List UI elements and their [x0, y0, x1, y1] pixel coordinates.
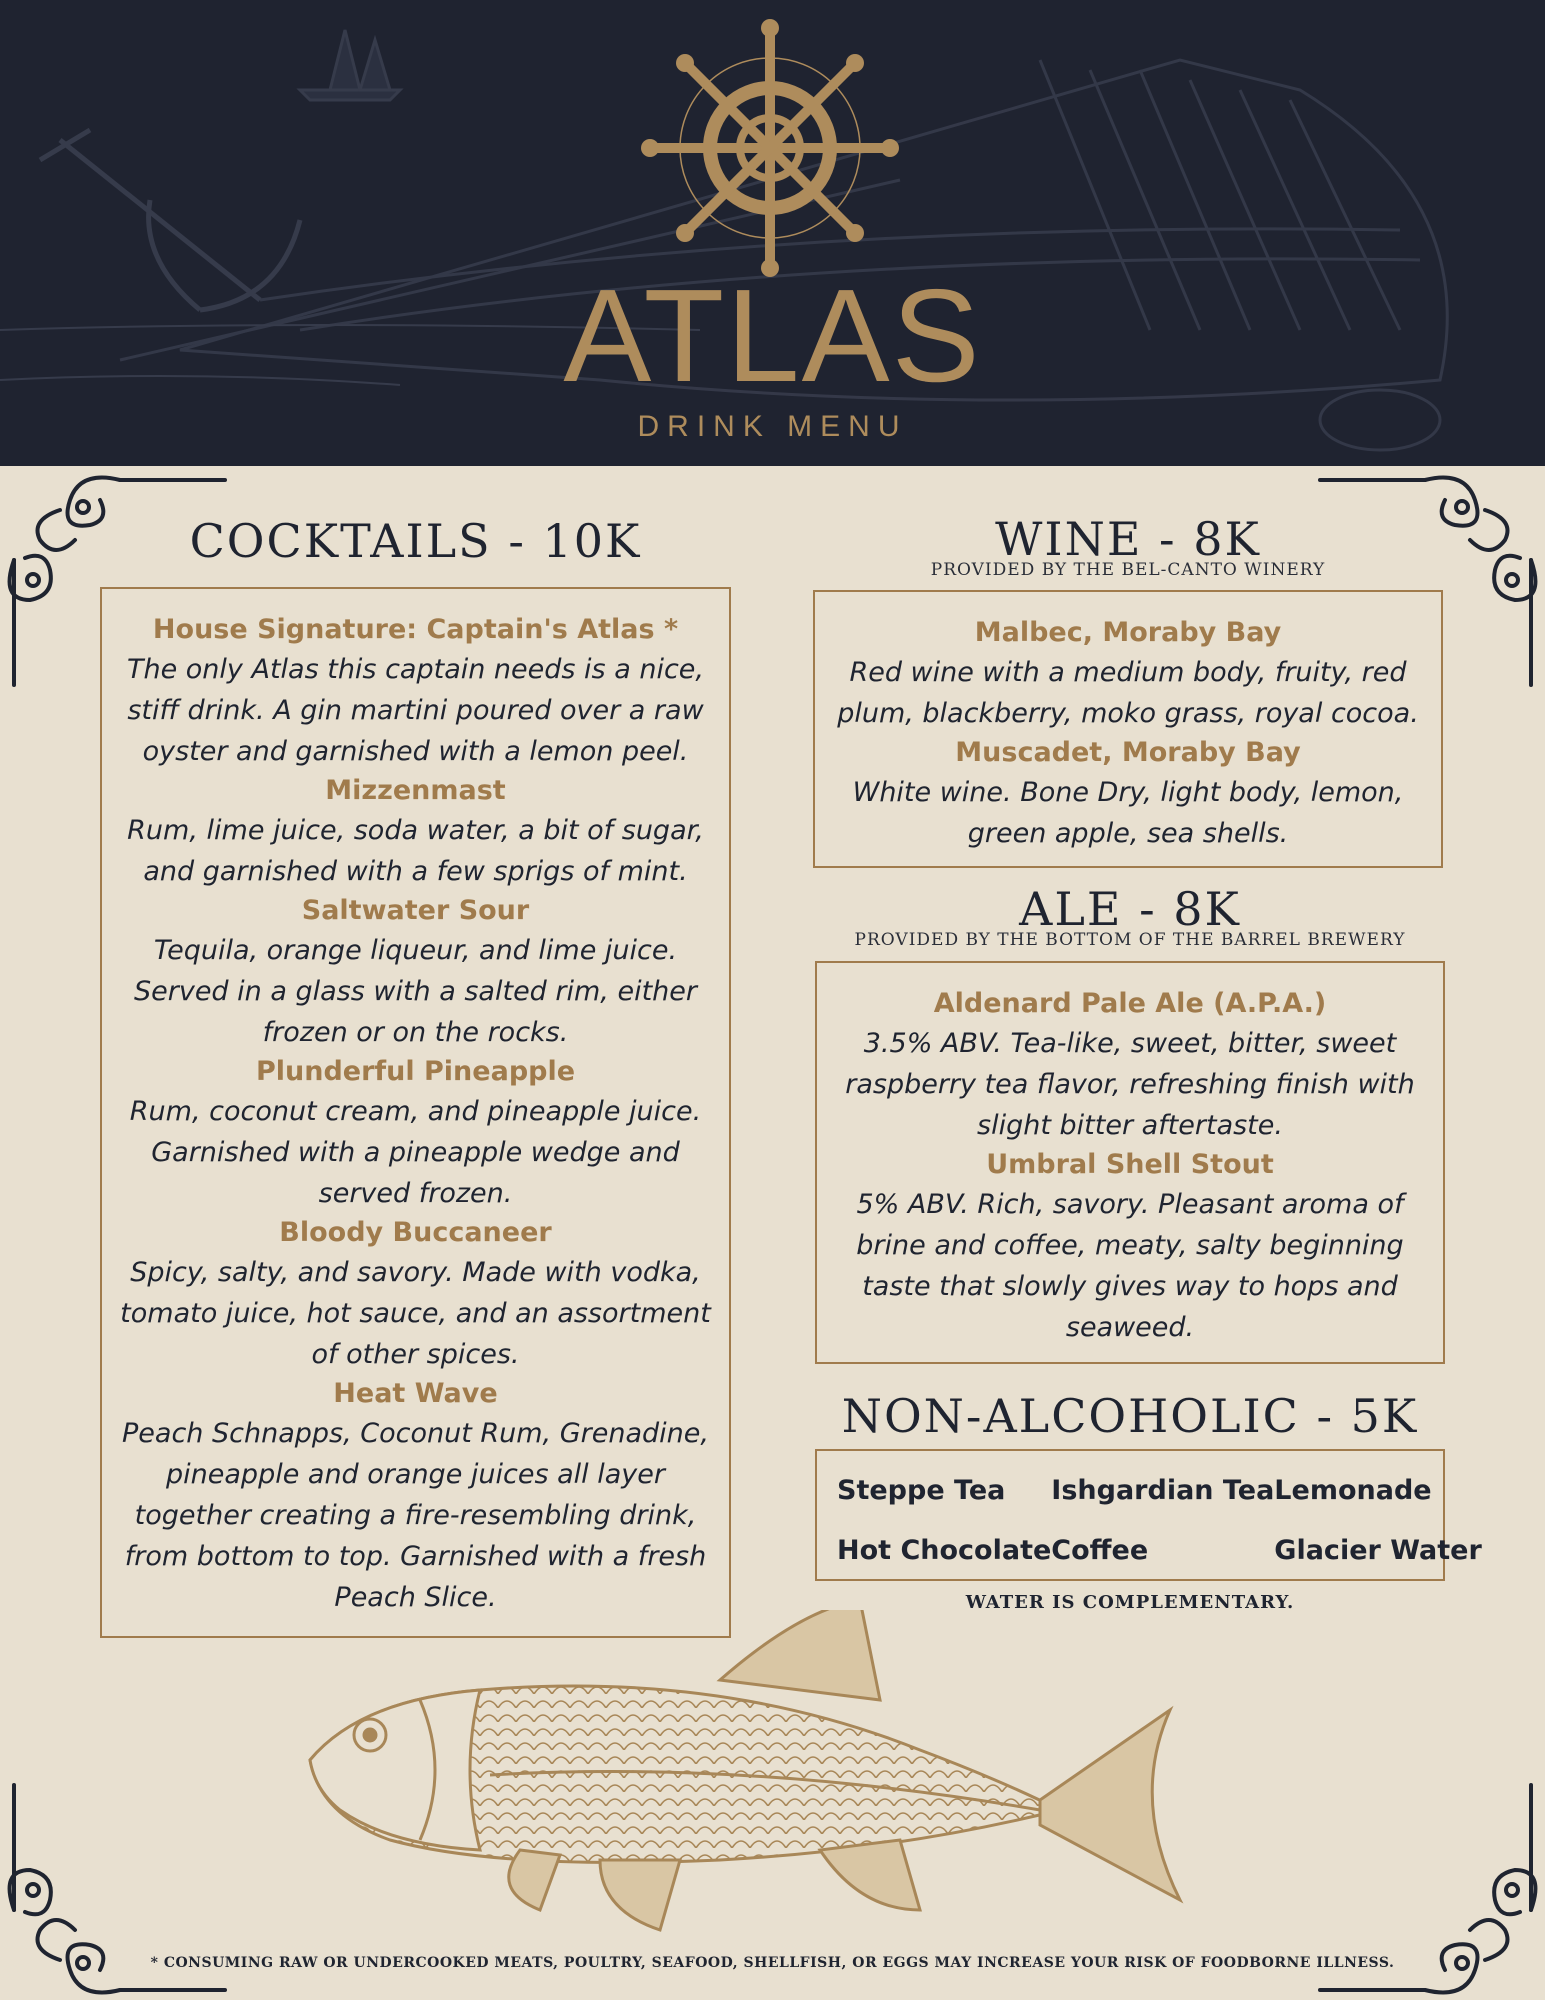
ale-box [815, 961, 1445, 1364]
menu-header [0, 0, 1545, 466]
cocktail-name: Plunderful Pineapple [255, 1056, 576, 1087]
non-alcoholic-item: Steppe Tea [837, 1475, 1006, 1506]
cocktail-description: Rum, lime juice, soda water, a bit of sugar, and garnished with a few sprigs of mint. [127, 815, 704, 887]
cocktail-item [118, 1375, 713, 1618]
water-note: WATER IS COMPLEMENTARY. [965, 1592, 1295, 1613]
cocktail-item [118, 1053, 713, 1214]
wine-description: White wine. Bone Dry, light body, lemon, green apple, sea shells. [852, 777, 1404, 849]
ale-provider: PROVIDED BY THE BOTTOM OF THE BARREL BREWERY [854, 930, 1406, 950]
wine-item [825, 734, 1431, 854]
ships-wheel-icon [640, 18, 900, 278]
cocktail-item [118, 1214, 713, 1375]
cocktail-name: House Signature: Captain's Atlas * [152, 614, 679, 645]
ale-name: Aldenard Pale Ale (A.P.A.) [933, 988, 1327, 1019]
non-alcoholic-item: Glacier Water [1274, 1535, 1482, 1566]
cocktail-description: Rum, coconut cream, and pineapple juice. Garnished with a pineapple wedge and served frozen. [129, 1096, 702, 1209]
non-alcoholic-item: Ishgardian Tea [1051, 1475, 1275, 1506]
cocktails-box [100, 587, 731, 1638]
cocktail-item [118, 772, 713, 892]
cocktail-item [118, 611, 713, 772]
cocktail-description: The only Atlas this captain needs is a nice, stiff drink. A gin martini poured over a raw oyster and garnished with a lemon peel. [126, 654, 704, 767]
non-alcoholic-item: Coffee [1051, 1535, 1149, 1566]
non-alcoholic-heading: NON-ALCOHOLIC - 5K [841, 1389, 1419, 1443]
wine-heading: WINE - 8K [995, 512, 1261, 566]
brand-title: ATLAS [563, 262, 982, 409]
cocktail-description: Peach Schnapps, Coconut Rum, Grenadine, pineapple and orange juices all layer together creating a fire-resembling drink, from bottom to top. Garnished with a fresh Peach Slice. [122, 1418, 709, 1613]
ale-description: 5% ABV. Rich, savory. Pleasant aroma of brine and coffee, meaty, salty beginning taste that slowly gives way to hops and seaweed. [856, 1189, 1404, 1343]
non-alcoholic-item: Hot Chocolate [837, 1535, 1052, 1566]
wine-name: Muscadet, Moraby Bay [955, 737, 1301, 768]
cocktail-name: Mizzenmast [325, 775, 506, 806]
foodborne-illness-disclaimer: * CONSUMING RAW OR UNDERCOOKED MEATS, POULTRY, SEAFOOD, SHELLFISH, OR EGGS MAY INCREASE YOUR RISK OF FOODBORNE ILLNESS. [150, 1955, 1395, 1971]
cocktail-description: Tequila, orange liqueur, and lime juice. Served in a glass with a salted rim, either frozen or on the rocks. [133, 935, 697, 1048]
ale-name: Umbral Shell Stout [986, 1149, 1274, 1180]
sailing-ship-icon [300, 30, 400, 100]
ale-item [827, 1146, 1433, 1348]
non-alcoholic-item: Lemonade [1274, 1475, 1432, 1506]
ale-heading: ALE - 8K [1019, 882, 1241, 936]
wine-name: Malbec, Moraby Bay [974, 617, 1282, 648]
cocktail-name: Heat Wave [333, 1378, 498, 1409]
ale-item [827, 985, 1433, 1146]
non-alcoholic-box [815, 1449, 1482, 1581]
cocktail-description: Spicy, salty, and savory. Made with vodka, tomato juice, hot sauce, and an assortment of other spices. [120, 1257, 711, 1370]
cocktail-item [118, 892, 713, 1053]
fish-illustration [300, 1610, 1200, 1950]
wine-provider: PROVIDED BY THE BEL-CANTO WINERY [930, 560, 1326, 580]
non-alcoholic-list [837, 1471, 1482, 1571]
ale-description: 3.5% ABV. Tea-like, sweet, bitter, sweet raspberry tea flavor, refreshing finish with slight bitter aftertaste. [845, 1028, 1415, 1141]
cocktails-heading: COCKTAILS - 10K [189, 514, 642, 568]
wine-description: Red wine with a medium body, fruity, red plum, blackberry, moko grass, royal cocoa. [837, 657, 1419, 729]
wine-box [813, 590, 1443, 868]
brand-subtitle: DRINK MENU [637, 410, 908, 443]
cocktail-name: Bloody Buccaneer [279, 1217, 552, 1248]
cocktail-name: Saltwater Sour [301, 895, 530, 926]
wine-item [825, 614, 1431, 734]
